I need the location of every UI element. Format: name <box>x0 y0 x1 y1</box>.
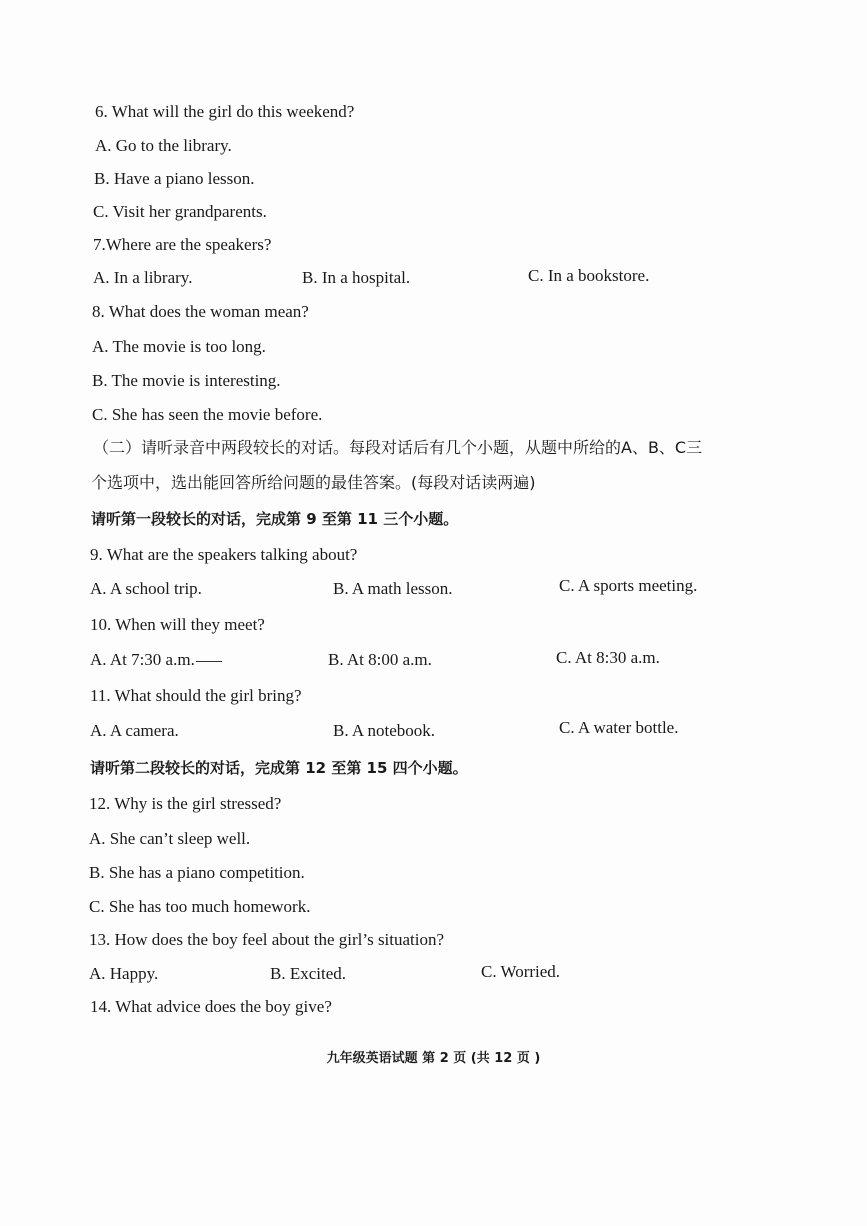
question-13-option-c: C. Worried. <box>481 962 561 981</box>
question-6-stem: 6. What will the girl do this weekend? <box>95 102 355 121</box>
question-12-option-b: B. She has a piano competition. <box>89 863 305 882</box>
dialog-1-intro: 请听第一段较长的对话，完成第 9 至第 11 三个小题。 <box>91 510 459 528</box>
question-8-option-a: A. The movie is too long. <box>92 337 266 356</box>
question-11-option-a: A. A camera. <box>90 721 179 740</box>
question-11-stem: 11. What should the girl bring? <box>90 686 302 705</box>
question-12-stem: 12. Why is the girl stressed? <box>89 794 282 813</box>
question-8-stem: 8. What does the woman mean? <box>92 302 309 321</box>
question-6-option-a: A. Go to the library. <box>95 136 232 155</box>
question-9-option-b: B. A math lesson. <box>333 579 453 598</box>
question-12-option-a: A. She can’t sleep well. <box>89 829 251 848</box>
pen-mark <box>196 661 222 662</box>
question-10-stem: 10. When will they meet? <box>90 615 265 634</box>
question-9-option-c: C. A sports meeting. <box>559 576 698 595</box>
question-14-stem: 14. What advice does the boy give? <box>90 997 332 1016</box>
question-11-option-b: B. A notebook. <box>333 721 436 740</box>
question-10-option-a <box>90 649 222 671</box>
question-7-stem: 7.Where are the speakers? <box>93 235 272 254</box>
section-2-instruction-line-2: 个选项中，选出能回答所给问题的最佳答案。(每段对话读两遍) <box>91 473 536 492</box>
question-6-option-c: C. Visit her grandparents. <box>93 202 267 221</box>
question-9-option-a: A. A school trip. <box>90 579 202 598</box>
question-7-option-c: C. In a bookstore. <box>528 266 650 285</box>
question-7-option-a: A. In a library. <box>93 268 193 287</box>
page-footer: 九年级英语试题 第 2 页 (共 12 页 ) <box>326 1051 541 1066</box>
question-12-option-c: C. She has too much homework. <box>89 897 311 916</box>
question-8-option-c: C. She has seen the movie before. <box>92 405 323 424</box>
question-8-option-b: B. The movie is interesting. <box>92 371 281 390</box>
question-6-option-b: B. Have a piano lesson. <box>94 169 255 188</box>
section-2-instruction-line-1: （二）请听录音中两段较长的对话。每段对话后有几个小题，从题中所给的A、B、C三 <box>93 438 703 457</box>
question-9-stem: 9. What are the speakers talking about? <box>90 545 358 564</box>
question-13-option-b: B. Excited. <box>270 964 347 983</box>
question-10-option-a-text: A. At 7:30 a.m. <box>90 650 195 669</box>
question-13-stem: 13. How does the boy feel about the girl’s situation? <box>89 930 445 949</box>
dialog-2-intro: 请听第二段较长的对话，完成第 12 至第 15 四个小题。 <box>90 759 468 777</box>
question-7-option-b: B. In a hospital. <box>302 268 411 287</box>
question-11-option-c: C. A water bottle. <box>559 718 679 737</box>
question-10-option-c: C. At 8:30 a.m. <box>556 648 660 667</box>
question-13-option-a: A. Happy. <box>89 964 159 983</box>
question-10-option-b: B. At 8:00 a.m. <box>328 650 432 669</box>
